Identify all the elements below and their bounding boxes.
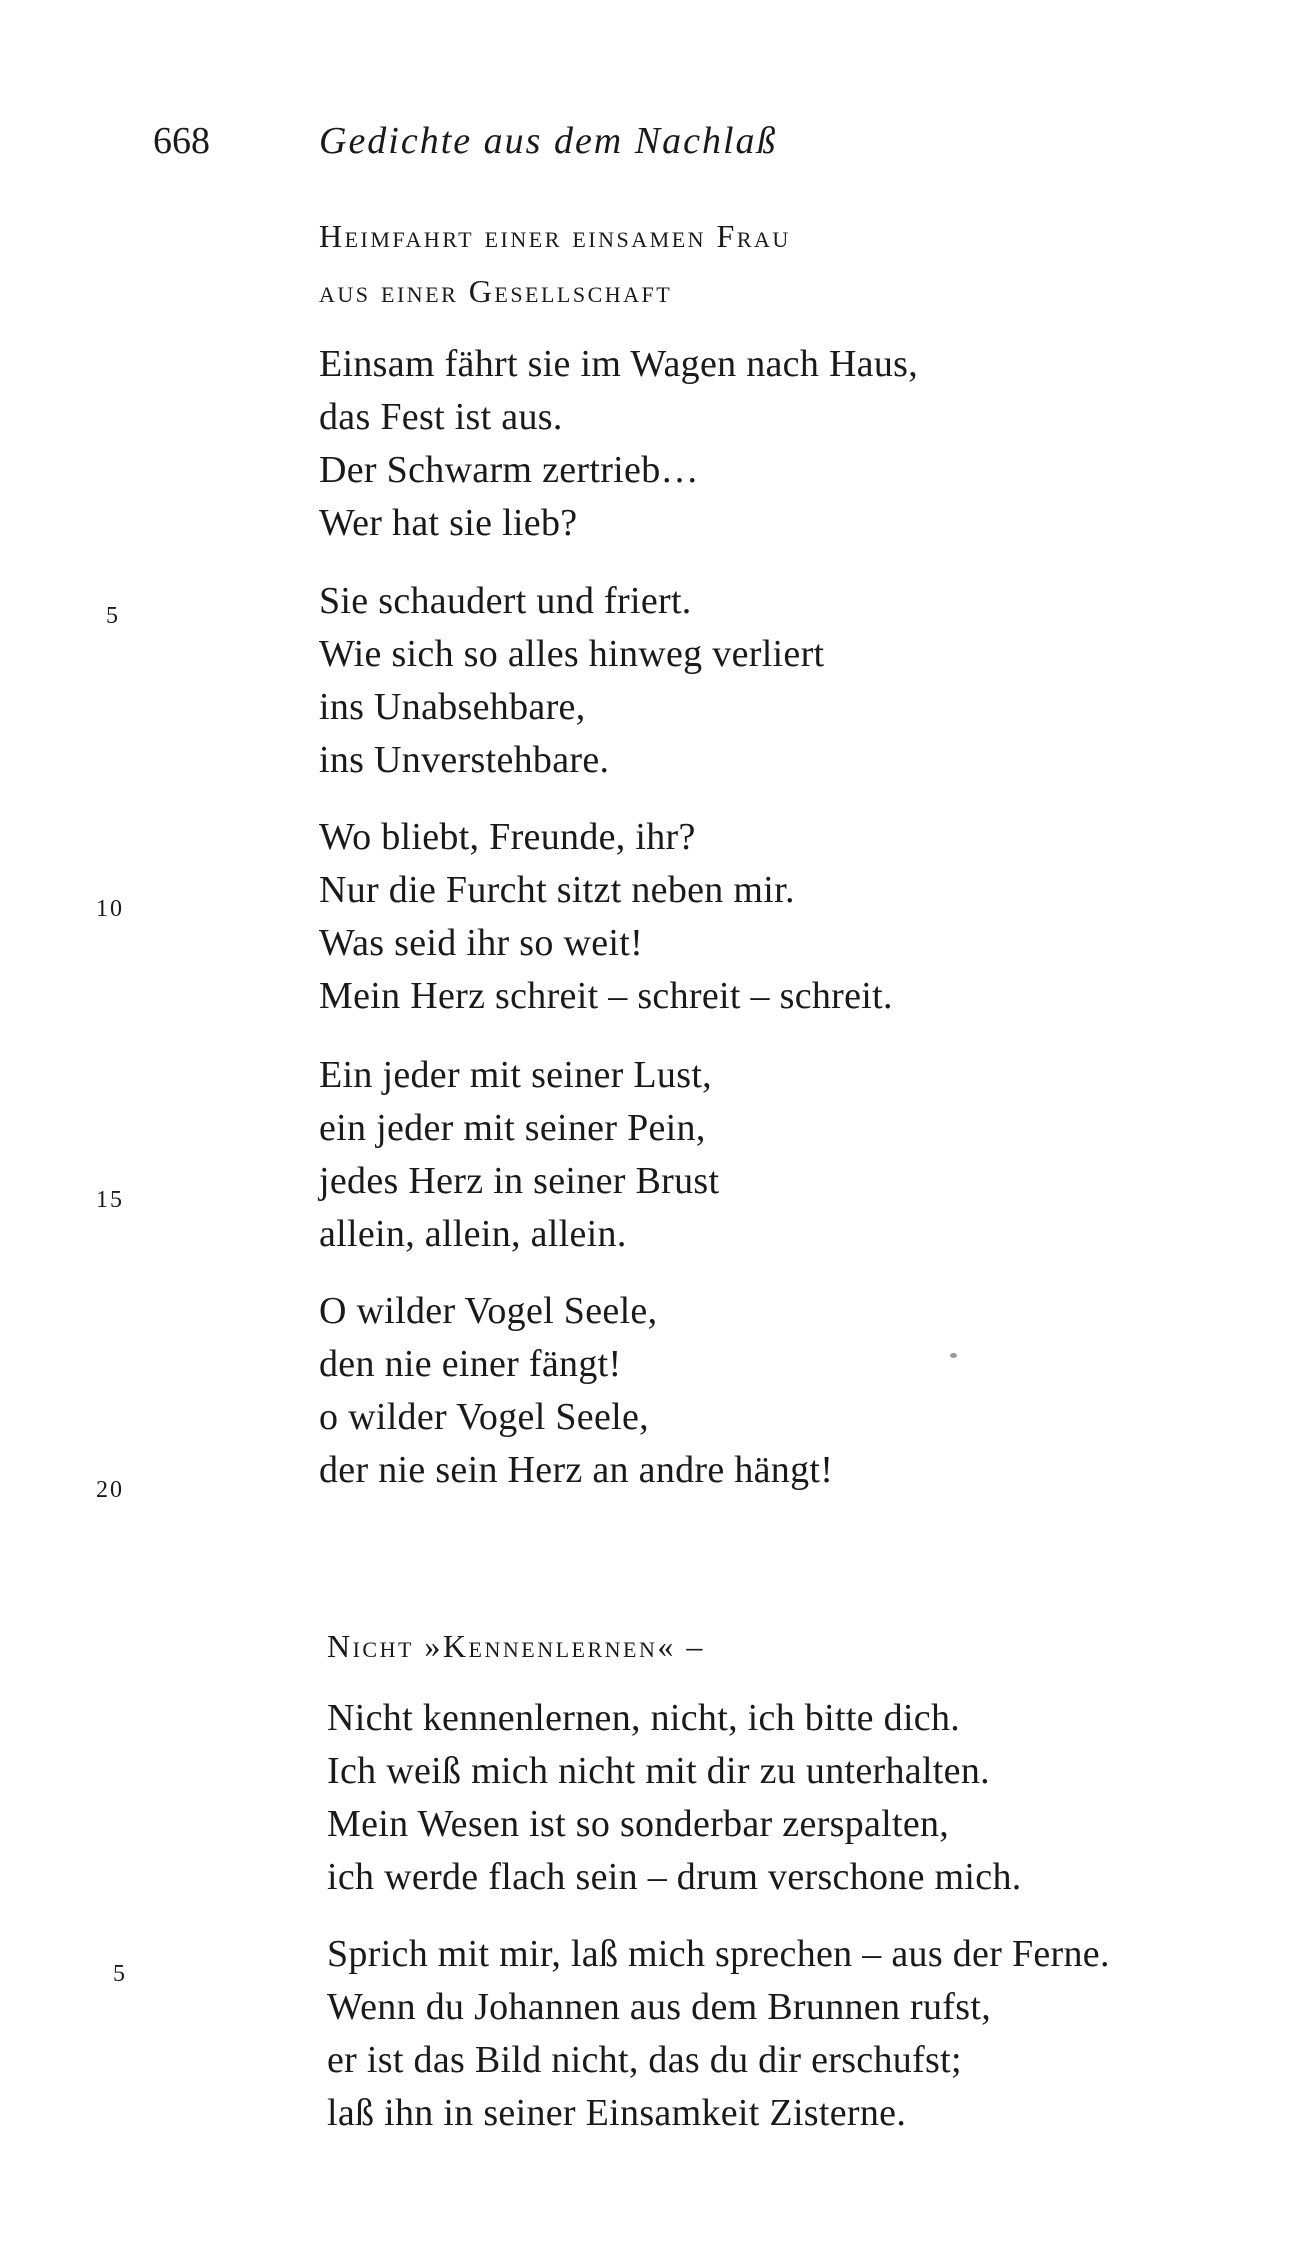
verse-line: allein, allein, allein.: [319, 1213, 627, 1255]
running-head: Gedichte aus dem Nachlaß: [319, 120, 778, 162]
verse-line: Mein Herz schreit – schreit – schreit.: [319, 975, 893, 1017]
verse-line: Sie schaudert und friert.: [319, 580, 692, 622]
verse-line: O wilder Vogel Seele,: [319, 1290, 658, 1332]
line-number: 15: [96, 1187, 124, 1213]
verse-line: Ein jeder mit seiner Lust,: [319, 1054, 712, 1096]
verse-line: ins Unverstehbare.: [319, 739, 610, 781]
line-number: 5: [113, 1961, 127, 1987]
verse-line: der nie sein Herz an andre hängt!: [319, 1449, 834, 1491]
line-number: 10: [96, 896, 124, 922]
poem-title-line-1: Heimfahrt einer einsamen Frau: [319, 218, 791, 254]
poem-title-line-2: aus einer Gesellschaft: [319, 273, 673, 309]
line-number: 5: [106, 603, 120, 629]
verse-line: Ich weiß mich nicht mit dir zu unterhalten.: [327, 1750, 990, 1792]
verse-line: ein jeder mit seiner Pein,: [319, 1107, 706, 1149]
verse-line: ich werde flach sein – drum verschone mich.: [327, 1856, 1022, 1898]
line-number: 20: [96, 1477, 124, 1503]
verse-line: er ist das Bild nicht, das du dir erschufst;: [327, 2039, 962, 2081]
verse-line: Einsam fährt sie im Wagen nach Haus,: [319, 343, 919, 385]
verse-line: Mein Wesen ist so sonderbar zerspalten,: [327, 1803, 950, 1845]
verse-line: Wenn du Johannen aus dem Brunnen rufst,: [327, 1986, 992, 2028]
verse-line: Was seid ihr so weit!: [319, 922, 644, 964]
verse-line: Wer hat sie lieb?: [319, 502, 578, 544]
verse-line: Wie sich so alles hinweg verliert: [319, 633, 825, 675]
verse-line: Wo bliebt, Freunde, ihr?: [319, 816, 696, 858]
verse-line: o wilder Vogel Seele,: [319, 1396, 649, 1438]
verse-line: Nur die Furcht sitzt neben mir.: [319, 869, 795, 911]
poem-title: Nicht »Kennenlernen« –: [327, 1628, 705, 1664]
verse-line: laß ihn in seiner Einsamkeit Zisterne.: [327, 2092, 907, 2134]
verse-line: jedes Herz in seiner Brust: [319, 1160, 720, 1202]
verse-line: Der Schwarm zertrieb…: [319, 449, 699, 491]
verse-line: den nie einer fängt!: [319, 1343, 622, 1385]
page-number: 668: [153, 120, 210, 162]
verse-line: das Fest ist aus.: [319, 396, 563, 438]
paper-speck: [950, 1353, 957, 1358]
verse-line: Sprich mit mir, laß mich sprechen – aus der Ferne.: [327, 1933, 1110, 1975]
verse-line: Nicht kennenlernen, nicht, ich bitte dich.: [327, 1697, 961, 1739]
verse-line: ins Unabsehbare,: [319, 686, 586, 728]
